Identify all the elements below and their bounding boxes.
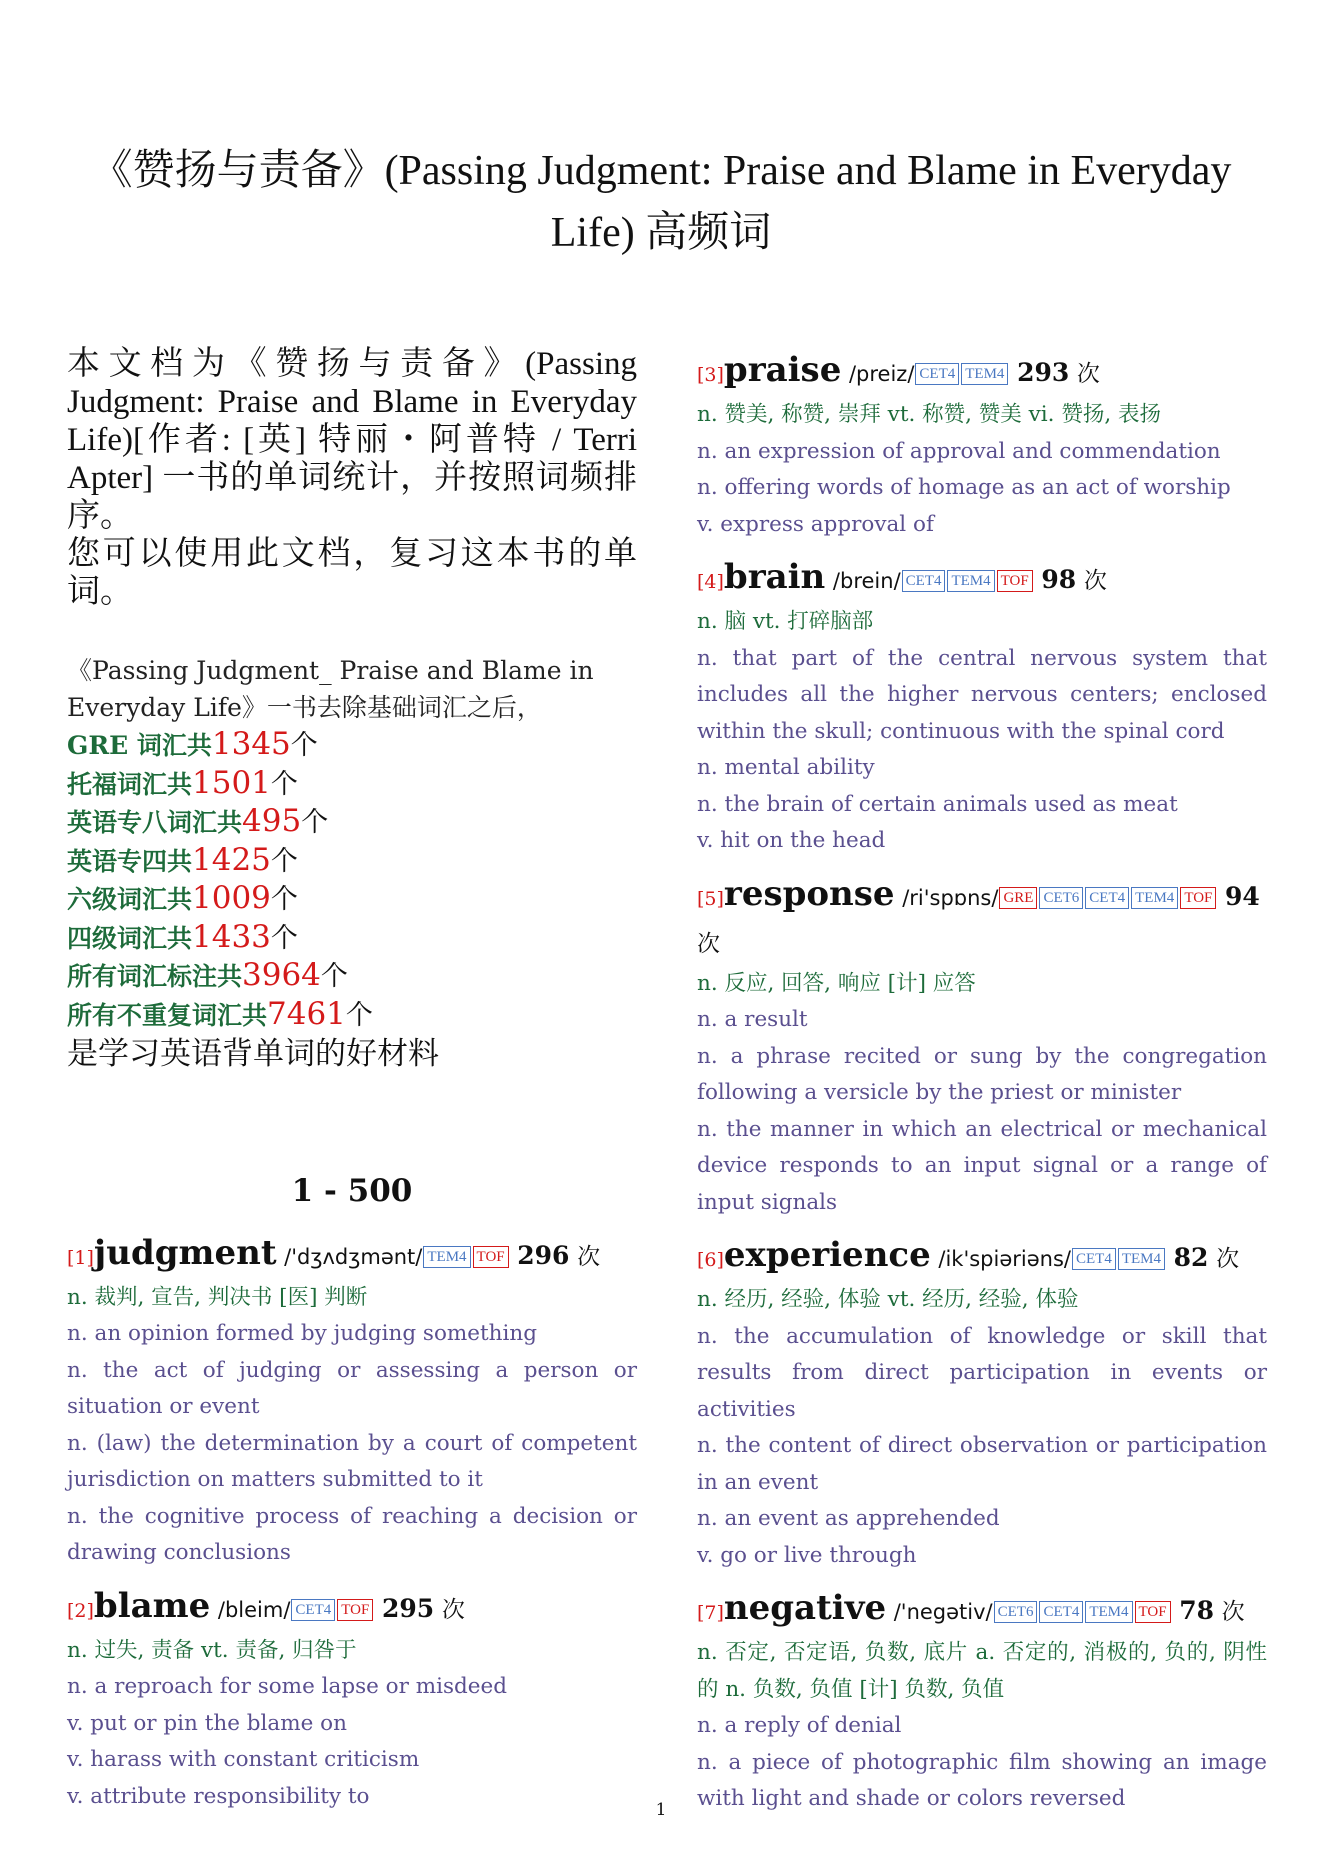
stats-row xyxy=(67,919,637,958)
stats-row xyxy=(67,957,637,996)
entry-word: experience xyxy=(723,1235,931,1275)
right-column xyxy=(697,348,1267,1830)
stats-label: GRE 词汇共 xyxy=(67,731,212,760)
exam-tag: CET4 xyxy=(1085,887,1129,909)
stats-row xyxy=(67,880,637,919)
exam-tag: CET6 xyxy=(994,1601,1038,1623)
exam-tag: TOF xyxy=(997,570,1033,592)
stats-row xyxy=(67,803,637,842)
entry-index: [7] xyxy=(697,1602,724,1624)
left-column xyxy=(67,345,637,1827)
entry-english-definition: n. a reproach for some lapse or misdeed xyxy=(67,1674,508,1699)
stats-label: 托福词汇共 xyxy=(67,769,193,799)
word-entry xyxy=(697,1233,1267,1574)
intro-text-1: 本文档为《赞扬与责备》(Passing Judgment: Praise and Blame in Everyday Life)[作者: [英] 特丽・阿普特 / Terri Apter] 一书的单词统计，并按照词频排序。 xyxy=(67,346,637,534)
entry-english-definition: v. put or pin the blame on xyxy=(67,1710,347,1736)
entry-frequency-unit: 次 xyxy=(1216,1246,1240,1272)
entry-list-left xyxy=(67,1231,637,1816)
stats-row xyxy=(67,765,637,804)
exam-tag: TOF xyxy=(1135,1601,1171,1623)
stats-unit: 个 xyxy=(270,768,298,800)
exam-tag: CET4 xyxy=(1072,1248,1116,1270)
exam-tag: CET4 xyxy=(291,1599,335,1621)
entry-header xyxy=(697,555,1267,604)
entry-frequency-unit: 次 xyxy=(441,1596,465,1623)
stats-unit: 个 xyxy=(270,922,298,954)
stats-row xyxy=(67,996,637,1035)
entry-frequency-unit: 次 xyxy=(1083,568,1107,594)
entry-header xyxy=(697,872,1267,966)
entry-english-definition: n. the content of direct observation or participation in an event xyxy=(697,1433,1267,1495)
entry-english-definition: v. go or live through xyxy=(697,1542,917,1568)
entry-frequency-unit: 次 xyxy=(697,930,720,957)
exam-tag: CET4 xyxy=(902,570,946,592)
stats-unit: 个 xyxy=(345,999,373,1031)
entry-english-definition: n. an expression of approval and commendation xyxy=(697,438,1221,464)
stats-unit: 个 xyxy=(301,807,329,838)
exam-tag: TEM4 xyxy=(947,570,994,592)
stats-row xyxy=(67,726,637,765)
entry-header xyxy=(697,348,1267,397)
entry-chinese-definition: n. 经历, 经验, 体验 vt. 经历, 经验, 体验 xyxy=(697,1287,1079,1312)
stats-number: 1501 xyxy=(192,764,271,801)
entry-english-definition: n. an event as apprehended xyxy=(697,1506,1000,1531)
intro-paragraph xyxy=(67,345,637,611)
entry-frequency: 295 xyxy=(381,1593,435,1623)
entry-english-definition: n. the cognitive process of reaching a decision or drawing conclusions xyxy=(67,1503,637,1565)
entry-english-definition: n. the manner in which an electrical or mechanical device responds to an input signal or a range of input signals xyxy=(697,1116,1267,1215)
stats-closing: 是学习英语背单词的好材料 xyxy=(67,1036,439,1072)
entry-phonetic: /ik'spiəriəns/ xyxy=(938,1247,1071,1271)
entry-header xyxy=(697,1233,1267,1282)
entry-word: negative xyxy=(723,1588,887,1628)
entry-index: [3] xyxy=(697,364,724,386)
exam-tag: CET6 xyxy=(1039,887,1083,909)
entry-index: [5] xyxy=(697,887,724,910)
entry-frequency: 293 xyxy=(1017,358,1070,387)
stats-number: 3964 xyxy=(242,957,321,993)
word-entry xyxy=(67,1231,637,1572)
entry-frequency-unit: 次 xyxy=(1076,361,1100,387)
exam-tag: TOF xyxy=(1180,887,1216,909)
entry-english-definition: n. that part of the central nervous system that includes all the higher nervous centers; enclosed within the skull; continuous with the spinal cord xyxy=(697,645,1267,744)
entry-english-definition: n. the brain of certain animals used as meat xyxy=(697,791,1178,817)
entry-frequency: 94 xyxy=(1225,881,1260,911)
entry-chinese-definition: n. 裁判, 宣告, 判决书 [医] 判断 xyxy=(67,1284,368,1310)
stats-unit: 个 xyxy=(320,961,348,992)
intro-text-2: 您可以使用此文档，复习这本书的单词。 xyxy=(67,536,637,610)
entry-word: judgment xyxy=(93,1232,277,1273)
entry-frequency-unit: 次 xyxy=(577,1243,601,1270)
exam-tag: TEM4 xyxy=(1131,887,1178,909)
page-number: 1 xyxy=(655,1800,667,1820)
range-heading: 1 - 500 xyxy=(291,1172,413,1209)
exam-tag: TEM4 xyxy=(961,363,1008,385)
entry-frequency: 98 xyxy=(1041,565,1077,594)
entry-word: brain xyxy=(723,557,826,597)
entry-english-definition: n. the act of judging or assessing a person or situation or event xyxy=(67,1357,637,1419)
stats-number: 1345 xyxy=(211,726,291,762)
vocab-stats xyxy=(67,653,637,1073)
entry-english-definition: v. express approval of xyxy=(697,511,934,537)
entry-frequency-unit: 次 xyxy=(1221,1599,1245,1625)
entry-list-right xyxy=(697,348,1267,1818)
word-entry xyxy=(67,1584,637,1816)
exam-tag: TOF xyxy=(337,1599,373,1621)
stats-label: 英语专八词汇共 xyxy=(67,808,243,837)
entry-header xyxy=(697,1586,1267,1635)
stats-number: 1009 xyxy=(192,880,271,916)
entry-header xyxy=(67,1584,637,1633)
entry-word: response xyxy=(723,873,895,914)
entry-chinese-definition: n. 否定, 否定语, 负数, 底片 a. 否定的, 消极的, 负的, 阴性的 n. 负数, 负值 [计] 负数, 负值 xyxy=(697,1640,1267,1702)
entry-phonetic: /brein/ xyxy=(832,569,901,593)
entry-word: praise xyxy=(723,350,842,390)
exam-tag: TEM4 xyxy=(1118,1248,1165,1270)
entry-frequency: 78 xyxy=(1179,1596,1215,1625)
entry-english-definition: v. harass with constant criticism xyxy=(67,1747,420,1772)
exam-tag: CET4 xyxy=(1039,1601,1083,1623)
entry-frequency: 296 xyxy=(517,1240,570,1270)
stats-label: 英语专四共 xyxy=(67,846,193,876)
entry-english-definition: v. attribute responsibility to xyxy=(67,1783,370,1809)
entry-english-definition: n. mental ability xyxy=(697,755,875,780)
stats-number: 495 xyxy=(242,803,302,839)
entry-index: [6] xyxy=(697,1249,724,1271)
stats-lead: 《Passing Judgment_ Praise and Blame in Everyday Life》一书去除基础词汇之后， xyxy=(67,656,594,722)
entry-english-definition: n. a piece of photographic film showing an image with light and shade or colors reversed xyxy=(697,1749,1267,1811)
word-entry xyxy=(697,348,1267,543)
entry-english-definition: n. (law) the determination by a court of competent jurisdiction on matters submitted to it xyxy=(67,1430,637,1492)
entry-english-definition: n. a reply of denial xyxy=(697,1713,902,1738)
entry-phonetic: /preiz/ xyxy=(848,362,915,386)
entry-index: [4] xyxy=(697,571,724,593)
stats-unit: 个 xyxy=(270,845,298,877)
stats-label: 所有词汇标注共 xyxy=(67,962,243,991)
stats-unit: 个 xyxy=(270,884,298,915)
exam-tag: TEM4 xyxy=(1085,1601,1132,1623)
entry-chinese-definition: n. 过失, 责备 vt. 责备, 归咎于 xyxy=(67,1637,357,1663)
entry-phonetic: /'dʒʌdʒmənt/ xyxy=(284,1244,423,1269)
stats-label: 四级词汇共 xyxy=(67,923,193,953)
entry-frequency: 82 xyxy=(1173,1243,1209,1272)
entry-english-definition: n. an opinion formed by judging something xyxy=(67,1321,537,1346)
entry-english-definition: n. a result xyxy=(697,1007,808,1032)
stats-label: 六级词汇共 xyxy=(67,885,193,914)
exam-tag: CET4 xyxy=(915,363,959,385)
entry-chinese-definition: n. 脑 vt. 打碎脑部 xyxy=(697,609,874,634)
entry-index: [1] xyxy=(67,1246,94,1269)
entry-chinese-definition: n. 反应, 回答, 响应 [计] 应答 xyxy=(697,970,976,996)
stats-number: 1425 xyxy=(192,841,271,878)
entry-english-definition: v. hit on the head xyxy=(697,828,886,853)
entry-phonetic: /ri'spɒns/ xyxy=(902,885,999,910)
exam-tag: TEM4 xyxy=(423,1246,470,1268)
entry-phonetic: /'negətiv/ xyxy=(893,1600,993,1624)
stats-row xyxy=(67,842,637,881)
entry-english-definition: n. the accumulation of knowledge or skill that results from direct participation in events or activities xyxy=(697,1323,1267,1422)
entry-english-definition: n. offering words of homage as an act of worship xyxy=(697,475,1231,500)
word-entry xyxy=(697,1586,1267,1818)
exam-tag: GRE xyxy=(999,887,1037,909)
word-entry xyxy=(697,555,1267,860)
word-entry xyxy=(697,872,1267,1222)
entry-word: blame xyxy=(93,1585,211,1626)
stats-number: 7461 xyxy=(267,995,346,1032)
entry-header xyxy=(67,1231,637,1280)
entry-chinese-definition: n. 赞美, 称赞, 崇拜 vt. 称赞, 赞美 vi. 赞扬, 表扬 xyxy=(697,402,1162,427)
entry-english-definition: n. a phrase recited or sung by the congregation following a versicle by the priest or minister xyxy=(697,1043,1267,1105)
entry-phonetic: /bleim/ xyxy=(217,1597,291,1622)
exam-tag: TOF xyxy=(473,1246,509,1268)
stats-label: 所有不重复词汇共 xyxy=(67,1000,268,1030)
stats-unit: 个 xyxy=(290,730,318,761)
stats-number: 1433 xyxy=(192,918,271,955)
entry-index: [2] xyxy=(67,1599,94,1622)
page-title: 《赞扬与责备》(Passing Judgment: Praise and Blame in Everyday Life) 高频词 xyxy=(90,148,1232,256)
